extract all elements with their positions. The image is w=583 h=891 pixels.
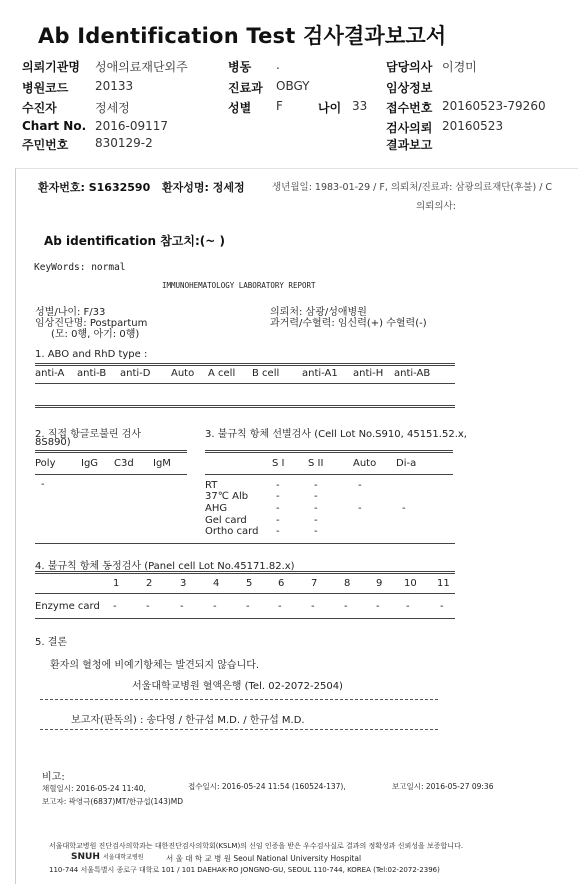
institution-value: 성애의료재단외주 [95,60,188,74]
panel-cell: - [376,601,380,612]
abo-col-header: anti-H [353,368,384,379]
divider [35,363,455,366]
divider [35,593,455,594]
reporter-codes: 보고자: 곽영극(6837)MT/한규섭(143)MD [42,797,184,806]
dat-col-header: IgG [81,458,99,469]
screen-cell: - [402,503,406,514]
collector-label: 수진자 [22,101,57,115]
divider [35,571,455,574]
receive-time: 접수일시: 2016-05-24 11:54 (160524-137), [188,782,346,791]
abo-col-header: anti-B [77,368,107,379]
screen-row-label: AHG [205,503,228,514]
panel-row-label: Enzyme card [35,601,100,612]
report-time: 보고일시: 2016-05-27 09:36 [392,782,494,791]
screen-cell: - [314,480,318,491]
panel-col-header: 3 [180,578,187,589]
panel-cell: - [440,601,444,612]
panel-col-header: 1 [113,578,120,589]
section-1-title: 1. ABO and RhD type : [35,349,148,360]
screen-row-label: Gel card [205,515,247,526]
dat-col-header: IgM [153,458,171,469]
panel-cell: - [246,601,250,612]
abo-col-header: anti-A [35,368,65,379]
divider [40,699,438,700]
panel-col-header: 8 [344,578,351,589]
snuh-logo [71,852,144,862]
panel-cell: - [180,601,184,612]
lab-report-title: IMMUNOHEMATOLOGY LABORATORY REPORT [162,281,316,290]
resident-no-label: 주민번호 [22,138,69,152]
screen-col-header: S II [308,458,324,469]
panel-cell: - [213,601,217,612]
remarks-label: 비고: [42,772,65,783]
patient-number: 환자번호: S1632590 [38,181,151,194]
screen-cell: - [276,515,280,526]
request-date-value: 20160523 [442,119,504,133]
sex-label: 성별 [228,101,252,115]
screen-row-label: 37℃ Alb [205,491,249,502]
doctor-label: 담당의사 [386,60,433,74]
panel-col-header: 7 [311,578,318,589]
doctor-value: 이경미 [442,60,477,74]
panel-col-header: 11 [437,578,450,589]
panel-col-header: 2 [146,578,153,589]
panel-cell: - [406,601,410,612]
section-4-title: 4. 불규칙 항체 동정검사 (Panel cell Lot No.45171.82.x) [35,561,295,572]
screen-cell: - [276,526,280,537]
clinical-info-label: 임상정보 [386,81,433,95]
screen-cell: - [314,515,318,526]
abo-col-header: anti-AB [394,368,431,379]
screen-col-header: Di-a [396,458,417,469]
divider [205,474,453,475]
screen-col-header: S I [272,458,285,469]
divider [35,450,187,453]
ward-label: 병동 [228,60,252,74]
panel-cell: - [344,601,348,612]
section-3-title: 3. 불규칙 항체 선별검사 (Cell Lot No.S910, 45151.52.x, [205,429,467,440]
page-title: Ab Identification Test 검사결과보고서 [38,24,447,48]
conclusion-text: 환자의 혈청에 비예기항체는 발견되지 않습니다. [50,660,260,671]
divider [35,543,455,544]
divider [35,618,455,619]
chart-no-value: 2016-09117 [95,119,169,133]
ward-value: . [276,58,280,72]
sex-value: F [276,99,283,113]
scanned-report [15,168,578,884]
screen-cell: - [276,503,280,514]
screen-cell: - [314,491,318,502]
hospital-name: 서 울 대 학 교 병 원 Seoul National University Hospital [166,854,362,863]
screen-cell: - [314,526,318,537]
dat-col-header: C3d [114,458,134,469]
divider [35,474,187,475]
patient-name: 환자성명: 정세정 [162,181,245,194]
screen-row-label: RT [205,480,218,491]
keywords: KeyWords: normal [34,262,126,273]
receipt-no-value: 20160523-79260 [442,99,546,113]
collect-time: 채혈일시: 2016-05-24 11:40, [42,784,146,793]
screen-cell: - [276,491,280,502]
screen-cell: - [314,503,318,514]
abo-col-header: A cell [208,368,236,379]
diagnosis: 임상진단명: Postpartum [35,318,148,329]
dept-label: 진료과 [228,81,263,95]
reference-title: Ab identification 참고치:(~ ) [44,234,225,248]
history: 과거력/수혈력: 임신력(+) 수혈력(-) [270,318,427,329]
panel-cell: - [311,601,315,612]
divider [40,729,438,730]
screen-row-label: Ortho card [205,526,259,537]
requesting-doctor: 의뢰의사: [416,201,456,212]
panel-col-header: 10 [404,578,417,589]
panel-col-header: 4 [213,578,220,589]
dat-col-header: Poly [35,458,56,469]
dat-result: - [41,479,45,490]
screen-cell: - [358,480,362,491]
request-date-label: 검사의뢰 [386,121,433,135]
certification-text: 서울대학교병원 진단검사의학과는 대한진단검사의학회(KSLM)의 신임 인증을 받은 우수검사실로 결과의 정확성과 신뢰성을 보증합니다. [49,842,464,850]
sex-age: 성별/나이: F/33 [35,307,106,318]
chart-no-label: Chart No. [22,119,87,133]
collector-value: 정세정 [95,101,130,115]
resident-no-value: 830129-2 [95,136,153,150]
abo-col-header: anti-D [120,368,151,379]
divider [35,383,455,384]
result-report-label: 결과보고 [386,138,433,152]
divider [35,405,455,408]
section-5-title: 5. 결론 [35,637,68,648]
panel-cell: - [113,601,117,612]
screen-cell: - [276,480,280,491]
referrer: 의뢰처: 삼광/성애병원 [270,307,367,318]
hospital-address: 110-744 서울특별시 종로구 대학로 101 / 101 DAEHAK-RO JONGNO-GU, SEOUL 110-744, KOREA (Tel:02-2072-2396) [49,866,440,874]
panel-col-header: 5 [246,578,253,589]
panel-col-header: 6 [278,578,285,589]
institution-label: 의뢰기관명 [22,60,80,74]
screen-cell: - [358,503,362,514]
panel-cell: - [146,601,150,612]
abo-col-header: anti-A1 [302,368,338,379]
dept-value: OBGY [276,79,310,93]
section-2-code: 8S890) [35,437,71,448]
snuh-logo-sub: 서울대학교병원 [103,854,144,861]
pregnancy-info: (모: 0헁, 아기: 0헁) [51,329,140,340]
abo-col-header: Auto [171,368,195,379]
reporter-info: 보고자(판독의) : 송다영 / 한규섭 M.D. / 한규섭 M.D. [71,715,305,726]
abo-col-header: B cell [252,368,280,379]
hospital-code-value: 20133 [95,79,134,93]
section-2-title: 2. 직접 항글로불린 검사 [35,429,142,440]
birth-info: 생년월일: 1983-01-29 / F, 의뢰처/진료과: 삼광의료재단(후불) / C [272,182,553,193]
receipt-no-label: 접수번호 [386,101,433,115]
snuh-logo-text: SNUH [71,852,100,862]
screen-col-header: Auto [353,458,377,469]
age-value: 33 [352,99,368,113]
panel-col-header: 9 [376,578,383,589]
age-label: 나이 [318,101,342,115]
blood-bank-info: 서울대학교병원 혈액은행 (Tel. 02-2072-2504) [132,681,343,692]
divider [205,450,453,453]
hospital-code-label: 병원코드 [22,81,69,95]
panel-cell: - [278,601,282,612]
